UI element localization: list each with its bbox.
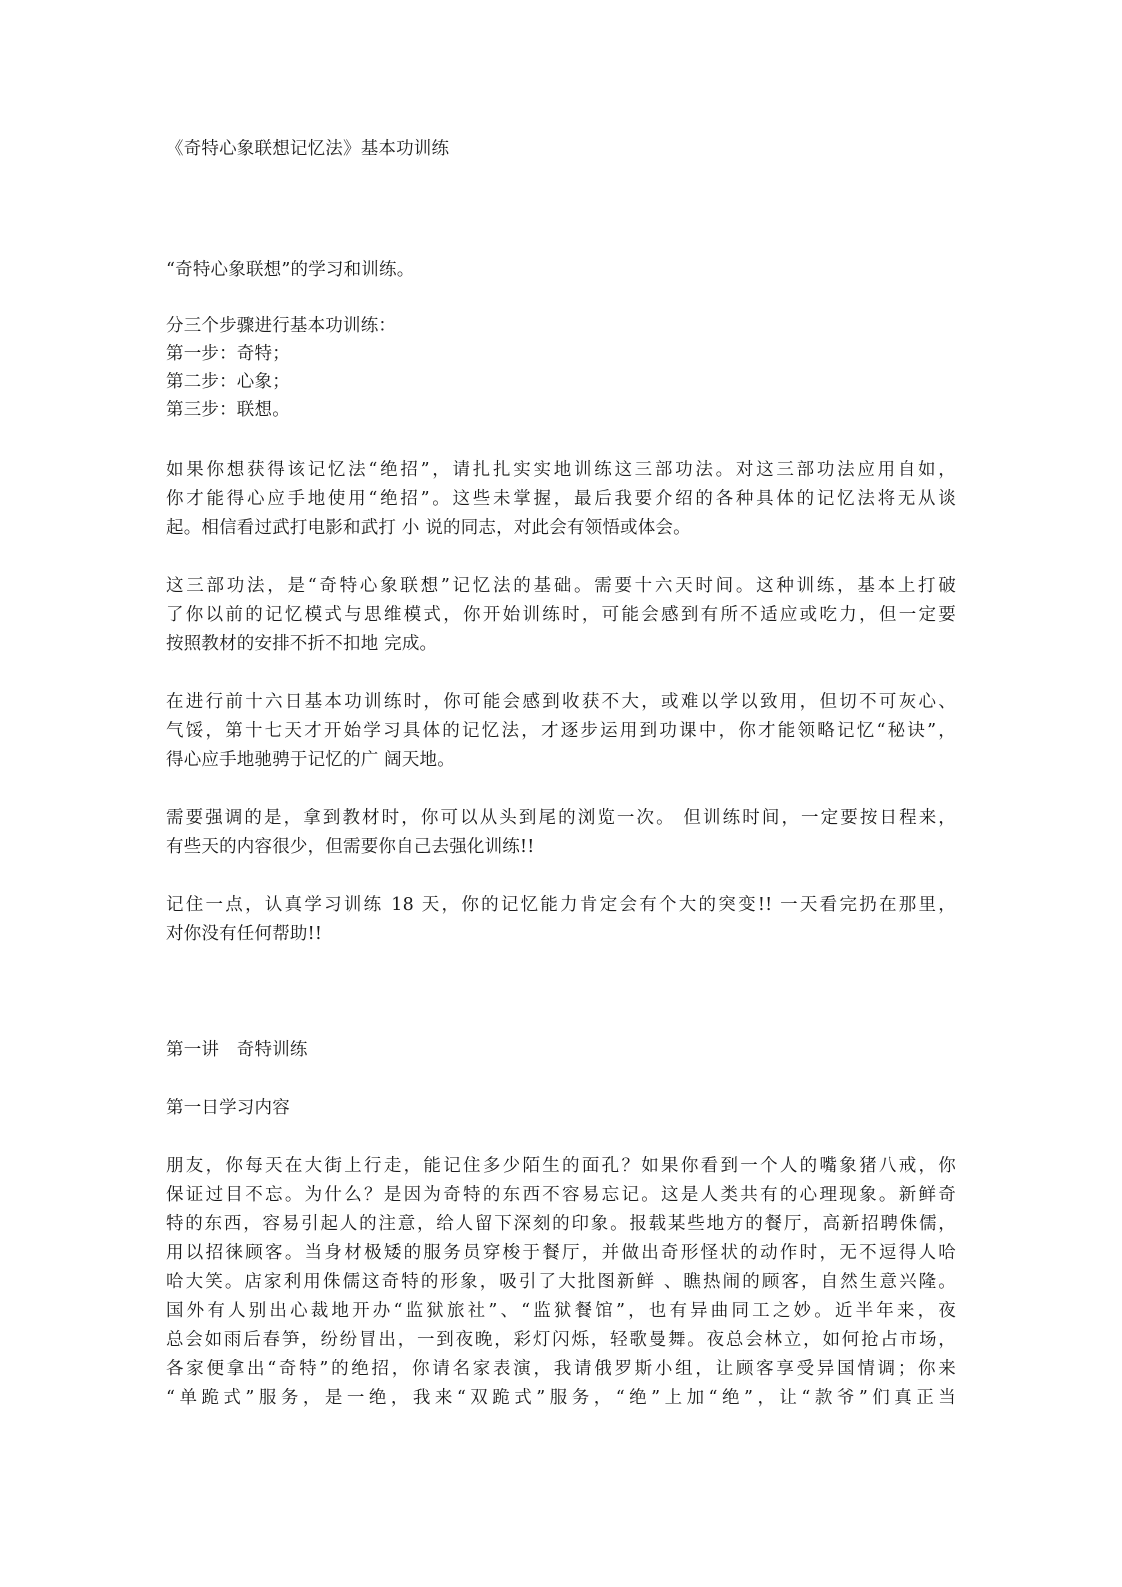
- paragraph-line: 你才能得心应手地使用“绝招”。这些未掌握，最后我要介绍的各种具体的记忆法将无从谈: [166, 489, 956, 509]
- paragraph-line: “单跪式”服务，是一绝，我来“双跪式”服务，“绝”上加“绝”，让“款爷”们真正当: [166, 1388, 956, 1408]
- paragraph-line: 得心应手地驰骋于记忆的广 阔天地。: [166, 750, 455, 770]
- document-title: 《奇特心象联想记忆法》基本功训练: [166, 139, 450, 159]
- paragraph-line: 哈大笑。店家利用侏儒这奇特的形象，吸引了大批图新鲜 、瞧热闹的顾客，自然生意兴隆。: [166, 1272, 956, 1292]
- paragraph-line: 国外有人别出心裁地开办“监狱旅社”、“监狱餐馆”，也有异曲同工之妙。近半年来，夜: [166, 1301, 956, 1321]
- paragraph-line: 需要强调的是，拿到教材时，你可以从头到尾的浏览一次。 但训练时间，一定要按日程来，: [166, 808, 956, 828]
- day-heading: 第一日学习内容: [166, 1098, 290, 1118]
- paragraph-line: 如果你想获得该记忆法“绝招”，请扎扎实实地训练这三部功法。对这三部功法应用自如，: [166, 460, 956, 480]
- paragraph-line: 保证过目不忘。为什么？是因为奇特的东西不容易忘记。这是人类共有的心理现象。新鲜奇: [166, 1185, 956, 1205]
- step-item: 第三步：联想。: [166, 400, 290, 420]
- paragraph-line: 特的东西，容易引起人的注意，给人留下深刻的印象。报载某些地方的餐厅，高新招聘侏儒，: [166, 1214, 956, 1234]
- paragraph-line: 对你没有任何帮助!!: [166, 924, 323, 944]
- step-item: 第二步：心象；: [166, 372, 290, 392]
- paragraph-line: 按照教材的安排不折不扣地 完成。: [166, 634, 438, 654]
- paragraph-line: 有些天的内容很少，但需要你自己去强化训练!!: [166, 837, 535, 857]
- paragraph-line: 气馁，第十七天才开始学习具体的记忆法，才逐步运用到功课中，你才能领略记忆“秘诀”，: [166, 721, 956, 741]
- intro-line: “奇特心象联想”的学习和训练。: [166, 260, 415, 280]
- paragraph-line: 用以招徕顾客。当身材极矮的服务员穿梭于餐厅，并做出奇形怪状的动作时，无不逗得人哈: [166, 1243, 956, 1263]
- paragraph-line: 各家便拿出“奇特”的绝招，你请名家表演，我请俄罗斯小组，让顾客享受异国情调；你来: [166, 1359, 956, 1379]
- paragraph-line: 了你以前的记忆模式与思维模式，你开始训练时，可能会感到有所不适应或吃力，但一定要: [166, 605, 956, 625]
- paragraph-line: 记住一点，认真学习训练 18 天，你的记忆能力肯定会有个大的突变!! 一天看完扔在那里，: [166, 895, 956, 915]
- paragraph-line: 这三部功法，是“奇特心象联想”记忆法的基础。需要十六天时间。这种训练，基本上打破: [166, 576, 956, 596]
- lecture-heading: 第一讲 奇特训练: [166, 1040, 308, 1060]
- step-item: 第一步：奇特；: [166, 344, 290, 364]
- paragraph-line: 起。相信看过武打电影和武打 小 说的同志，对此会有领悟或体会。: [166, 518, 691, 538]
- steps-heading: 分三个步骤进行基本功训练：: [166, 316, 397, 336]
- paragraph-line: 朋友，你每天在大街上行走，能记住多少陌生的面孔？如果你看到一个人的嘴象猪八戒，你: [166, 1156, 956, 1176]
- paragraph-line: 总会如雨后春笋，纷纷冒出，一到夜晚，彩灯闪烁，轻歌曼舞。夜总会林立，如何抢占市场，: [166, 1330, 956, 1350]
- paragraph-line: 在进行前十六日基本功训练时，你可能会感到收获不大，或难以学以致用，但切不可灰心、: [166, 692, 956, 712]
